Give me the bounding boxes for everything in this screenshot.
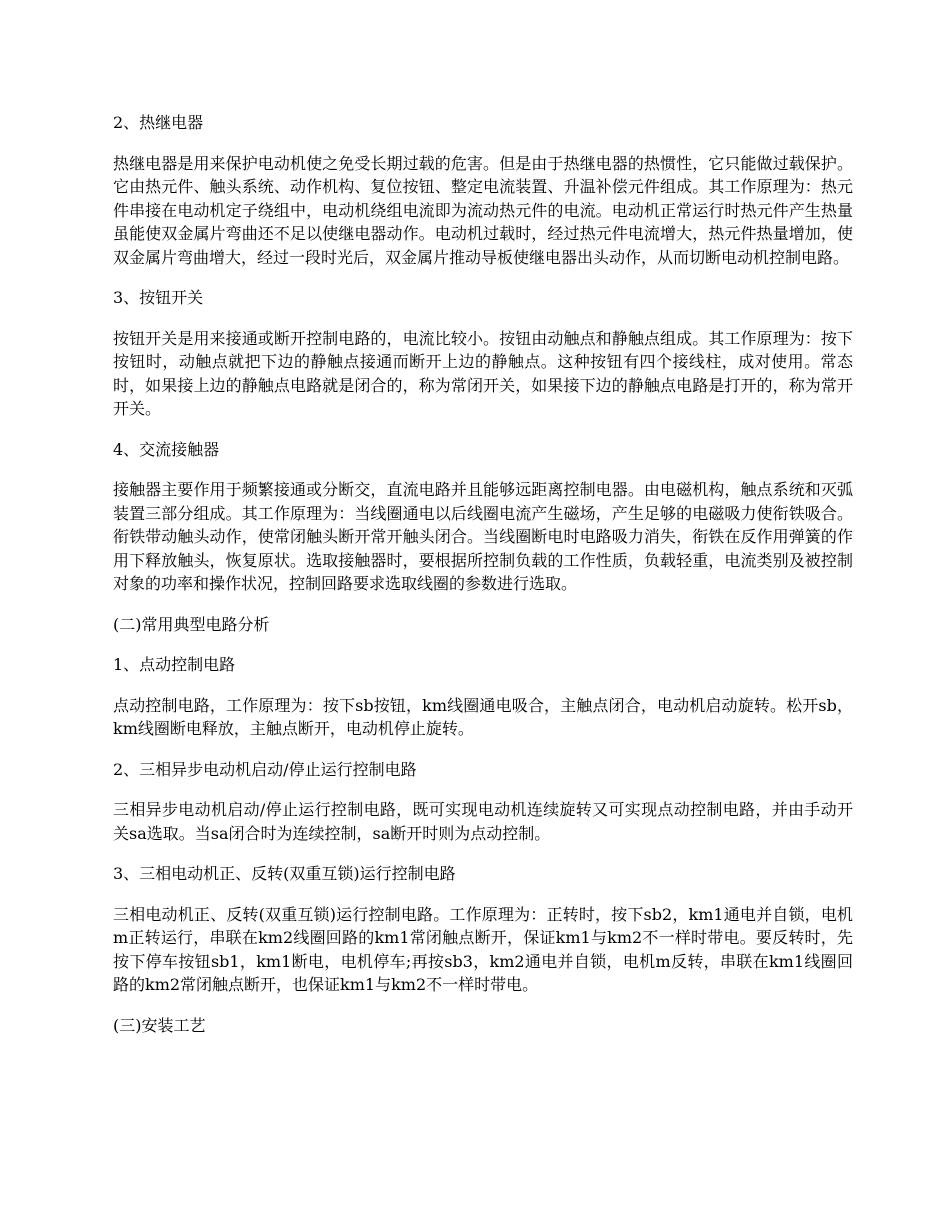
section-heading-forward-reverse: 3、三相电动机正、反转(双重互锁)运行控制电路 xyxy=(113,864,456,883)
paragraph-start-stop: 三相异步电动机启动/停止运行控制电路，既可实现电动机连续旋转又可实现点动控制电路，并由手动开关sa选取。当sa闭合时为连续控制，sa断开时则为点动控制。 xyxy=(113,800,853,843)
paragraph-button-switch: 按钮开关是用来接通或断开控制电路的，电流比较小。按钮由动触点和静触点组成。其工作原理为：按下按钮时，动触点就把下边的静触点接通而断开上边的静触点。这种按钮有四个接线柱，成对使用。常态时，如果接上边的静触点电路就是闭合的，称为常闭开关，如果接下边的静触点电路是打开的，称为常开开关。 xyxy=(113,328,853,418)
paragraph-ac-contactor: 接触器主要作用于频繁接通或分断交，直流电路并且能够远距离控制电器。由电磁机构，触点系统和灭弧装置三部分组成。其工作原理为：当线圈通电以后线圈电流产生磁场，产生足够的电磁吸力使衔铁吸合。衔铁带动触头动作，使常闭触头断开常开触头闭合。当线圈断电时电路吸力消失，衔铁在反作用弹簧的作用下释放触头，恢复原状。选取接触器时，要根据所控制负载的工作性质，负载轻重，电流类别及被控制对象的功率和操作状况，控制回路要求选取线圈的参数进行选取。 xyxy=(113,480,853,593)
section-heading-jog-control: 1、点动控制电路 xyxy=(113,655,236,674)
section-heading-thermal-relay: 2、热继电器 xyxy=(113,113,204,132)
section-heading-ac-contactor: 4、交流接触器 xyxy=(113,439,220,459)
paragraph-forward-reverse: 三相电动机正、反转(双重互锁)运行控制电路。工作原理为：正转时，按下sb2，km1通电并自锁，电机m正转运行，串联在km2线圈回路的km1常闭触点断开，保证km1与km2不一样时带电。要反转时，先按下停车按钮sb1，km1断电，电机停车;再按sb3，km2通电并自锁，电机m反转，串联在km1线圈回路的km2常闭触点断开，也保证km1与km2不一样时带电。 xyxy=(113,904,853,994)
section-heading-button-switch: 3、按钮开关 xyxy=(113,288,204,307)
section-heading-typical-circuits: (二)常用典型电路分析 xyxy=(113,614,270,634)
section-heading-installation: (三)安装工艺 xyxy=(113,1015,206,1035)
paragraph-thermal-relay: 热继电器是用来保护电动机使之免受长期过载的危害。但是由于热继电器的热惯性，它只能做过载保护。它由热元件、触头系统、动作机构、复位按钮、整定电流装置、升温补偿元件组成。其工作原理为：热元件串接在电动机定子绕组中，电动机绕组电流即为流动热元件的电流。电动机正常运行时热元件产生热量虽能使双金属片弯曲还不足以使继电器动作。电动机过载时，经过热元件电流增大，热元件热量增加，使双金属片弯曲增大，经过一段时光后，双金属片推动导板使继电器出头动作，从而切断电动机控制电路。 xyxy=(113,153,853,267)
paragraph-jog-control: 点动控制电路，工作原理为：按下sb按钮，km线圈通电吸合，主触点闭合，电动机启动旋转。松开sb，km线圈断电释放，主触点断开，电动机停止旋转。 xyxy=(113,695,853,738)
document-page xyxy=(113,111,853,1054)
section-heading-start-stop: 2、三相异步电动机启动/停止运行控制电路 xyxy=(113,759,417,779)
